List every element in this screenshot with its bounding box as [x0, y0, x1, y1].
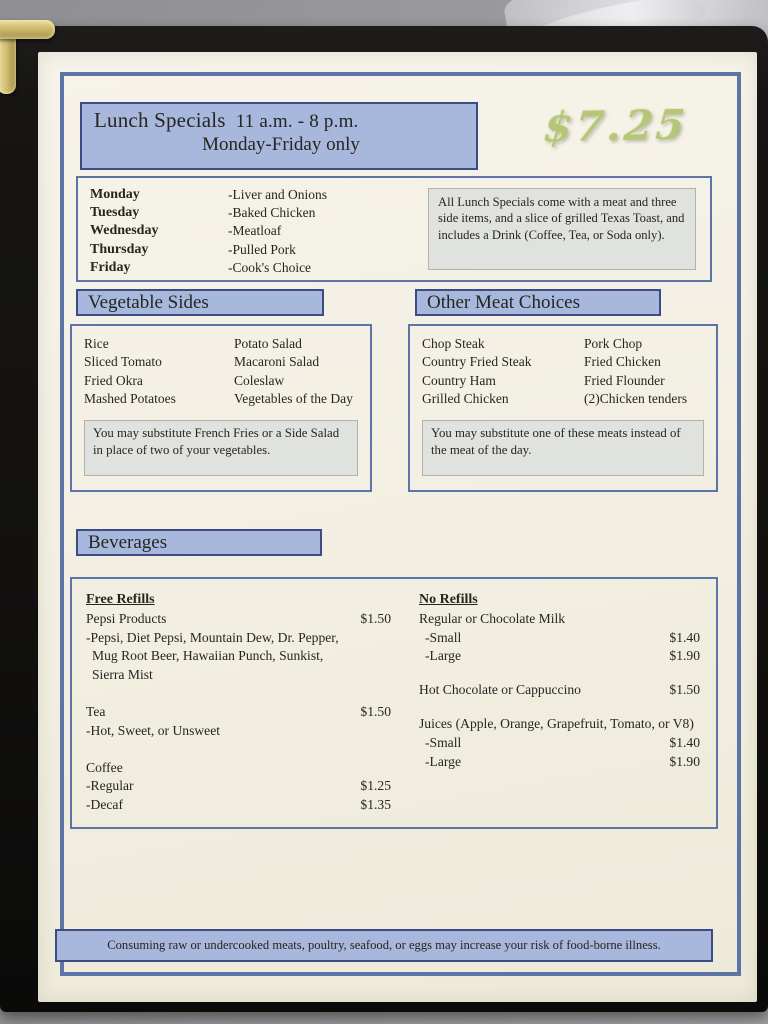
beverage-label: -Decaf [86, 797, 123, 813]
beverage-label: -Large [425, 753, 461, 769]
header-hours: 11 a.m. - 8 p.m. [235, 111, 359, 132]
spacer [86, 685, 391, 703]
beverage-label: -Small [425, 629, 462, 645]
other-meat-choices-header: Other Meat Choices [415, 289, 661, 316]
column-gap [391, 591, 419, 817]
vegetable-sides-header: Vegetable Sides [76, 289, 324, 316]
beverages-box [70, 577, 718, 829]
day-label: Wednesday [90, 223, 159, 239]
spacer [86, 741, 391, 759]
veg-item: Macaroni Salad [234, 354, 320, 370]
vegetable-sides-col1 [84, 335, 234, 409]
beverage-label: -Regular [86, 778, 134, 794]
beverage-price: $1.50 [360, 703, 391, 719]
day-label: Thursday [90, 241, 149, 257]
veg-item: Vegetables of the Day [234, 391, 353, 407]
beverage-label: Mug Root Beer, Hawaiian Punch, Sunkist, [92, 648, 324, 664]
specials-note: All Lunch Specials come with a meat and three side items, and a slice of grilled Texas Toast, and includes a Drink (Coffee, Tea, or Soda only). [428, 188, 696, 270]
spacer [419, 700, 700, 715]
beverage-price: $1.90 [669, 753, 700, 769]
veg-item: Sliced Tomato [84, 354, 162, 370]
beverage-label: Tea [86, 703, 106, 719]
lunch-special-price: $7.25 [541, 100, 690, 152]
beverage-row [86, 647, 391, 666]
beverage-row [86, 629, 391, 648]
meat-item: Fried Flounder [584, 372, 665, 388]
meat-col2 [584, 335, 687, 409]
beverage-price: $1.40 [669, 629, 700, 645]
beverage-row [86, 666, 391, 685]
meat-item: Fried Chicken [584, 354, 661, 370]
spacer [419, 666, 700, 681]
day-dish: -Baked Chicken [228, 205, 316, 221]
header-title-line [94, 108, 468, 133]
meat-item: Country Fried Steak [422, 354, 532, 370]
day-dish: -Meatloaf [228, 223, 282, 239]
header-title: Lunch Specials [94, 108, 226, 132]
beverage-row [86, 703, 391, 722]
day-dish: -Liver and Onions [228, 187, 327, 202]
vegetable-substitute-note: You may substitute French Fries or a Side Salad in place of two of your vegetables. [84, 420, 358, 476]
meat-item: (2)Chicken tenders [584, 391, 688, 407]
vegetable-sides-box [70, 324, 372, 492]
day-dish: -Cook's Choice [228, 259, 312, 275]
gold-corner-horizontal [0, 20, 55, 39]
meat-item: Chop Steak [422, 336, 485, 351]
beverage-price: $1.90 [669, 648, 700, 664]
beverage-label: -Hot, Sweet, or Unsweet [86, 722, 221, 738]
other-meat-choices-box [408, 324, 718, 492]
vegetable-sides-columns [84, 335, 358, 409]
beverage-row [86, 610, 391, 629]
meat-item: Country Ham [422, 372, 496, 388]
beverage-row [419, 715, 700, 734]
beverage-label: -Large [425, 648, 461, 664]
no-refills-heading: No Refills [419, 592, 478, 607]
meat-col1 [422, 335, 584, 409]
beverage-label: Sierra Mist [92, 667, 153, 683]
daily-specials-box [76, 176, 712, 282]
veg-item: Potato Salad [234, 336, 302, 351]
beverage-price: $1.25 [360, 778, 391, 794]
beverage-label: Pepsi Products [86, 610, 167, 626]
beverage-row [419, 681, 700, 700]
free-refills-heading: Free Refills [86, 592, 155, 607]
beverage-label: Juices (Apple, Orange, Grapefruit, Tomato, or V8) [419, 715, 694, 731]
day-label: Monday [90, 187, 140, 202]
free-refills-column [86, 591, 391, 817]
beverage-row [419, 647, 700, 666]
veg-item: Rice [84, 336, 109, 351]
vegetable-sides-col2 [234, 335, 353, 409]
day-dish: -Pulled Pork [228, 241, 296, 257]
meat-substitute-note: You may substitute one of these meats instead of the meat of the day. [422, 420, 704, 476]
beverage-price: $1.35 [360, 797, 391, 813]
meat-item: Pork Chop [584, 336, 643, 351]
beverage-row [419, 629, 700, 648]
menu-page [38, 52, 757, 1002]
beverage-row [86, 759, 391, 778]
beverage-price: $1.40 [669, 734, 700, 750]
beverage-price: $1.50 [669, 682, 700, 698]
veg-item: Coleslaw [234, 372, 285, 388]
beverage-label: Hot Chocolate or Cappuccino [419, 682, 581, 698]
meat-item: Grilled Chicken [422, 391, 509, 407]
day-label: Tuesday [90, 205, 140, 221]
header-subtitle: Monday-Friday only [202, 134, 360, 155]
beverage-row [86, 777, 391, 796]
meat-columns [422, 335, 704, 409]
day-label: Friday [90, 259, 131, 275]
veg-item: Mashed Potatoes [84, 391, 176, 407]
no-refills-column [419, 591, 700, 817]
beverages-header: Beverages [76, 529, 322, 556]
beverage-row [419, 734, 700, 753]
beverage-label: Coffee [86, 759, 123, 775]
beverage-row [419, 753, 700, 772]
food-safety-disclaimer: Consuming raw or undercooked meats, poultry, seafood, or eggs may increase your risk of food-borne illness. [55, 929, 713, 962]
beverage-label: -Small [425, 734, 462, 750]
lunch-specials-header-box [80, 102, 478, 170]
beverage-row [86, 722, 391, 741]
beverage-price: $1.50 [360, 610, 391, 626]
menu-binder [0, 26, 768, 1012]
veg-item: Fried Okra [84, 372, 143, 388]
beverage-label: Regular or Chocolate Milk [419, 610, 566, 626]
beverage-row [86, 796, 391, 815]
beverage-row [419, 610, 700, 629]
beverage-label: -Pepsi, Diet Pepsi, Mountain Dew, Dr. Pepper, [86, 629, 339, 645]
